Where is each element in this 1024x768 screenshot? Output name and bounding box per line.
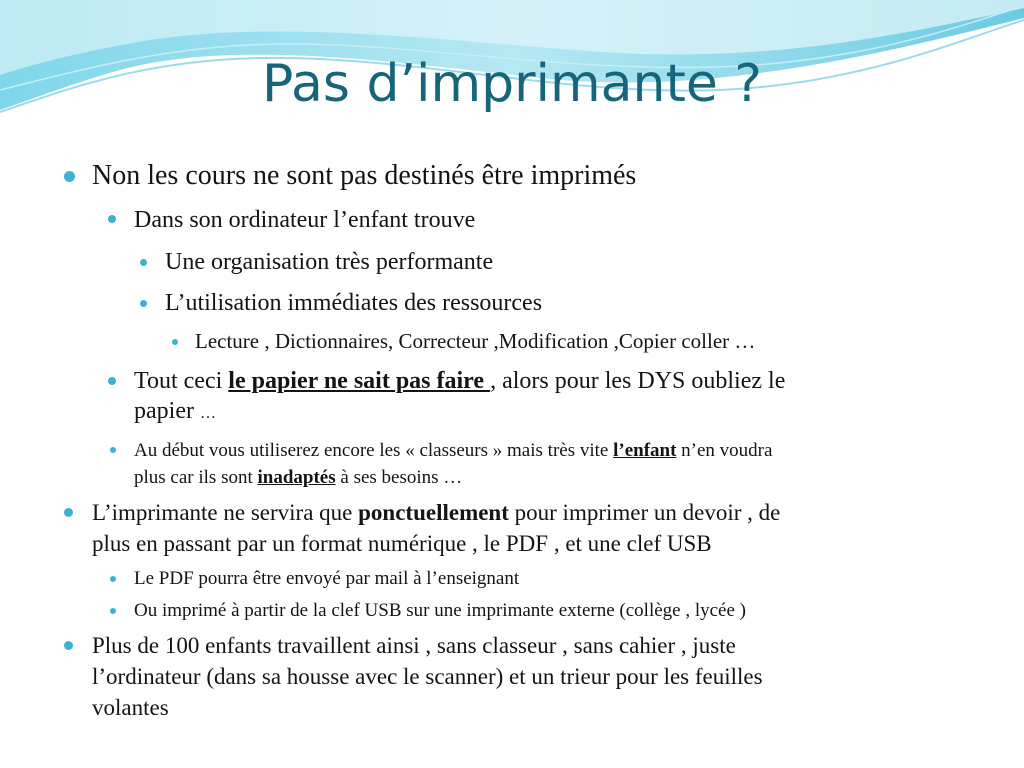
bullet-dot (64, 171, 75, 182)
item-line: Au début vous utiliserez encore les « classeurs » mais très vite l’enfant n’en voudra (134, 440, 773, 461)
slide-title: Pas d’imprimante ? (262, 54, 762, 114)
list-item (134, 205, 994, 235)
item-text: Lecture , Dictionnaires, Correcteur ,Modification ,Copier coller … (195, 329, 756, 353)
bullet-dot (110, 576, 116, 582)
item-text: Ou imprimé à partir de la clef USB sur une imprimante externe (collège , lycée ) (134, 600, 746, 621)
emphasized-text: le papier ne sait pas faire (228, 368, 491, 394)
list-item (134, 597, 1004, 624)
list-item (92, 630, 992, 723)
item-line: l’ordinateur (dans sa housse avec le scanner) et un trieur pour les feuilles (92, 664, 763, 689)
list-item (165, 288, 985, 318)
list-item (92, 497, 992, 559)
bullet-dot (110, 447, 116, 453)
item-text: Non les cours ne sont pas destinés être imprimés (92, 160, 637, 191)
item-line: Plus de 100 enfants travaillent ainsi , sans classeur , sans cahier , juste (92, 633, 736, 658)
item-text: Dans son ordinateur l’enfant trouve (134, 207, 476, 233)
bullet-dot (108, 215, 116, 223)
item-line: papier … (134, 398, 216, 424)
item-text: Une organisation très performante (165, 249, 494, 275)
bullet-dot (110, 608, 116, 614)
emphasized-text: l’enfant (613, 440, 677, 461)
bullet-dot (172, 339, 178, 345)
bullet-dot (64, 508, 73, 517)
item-line: Tout ceci le papier ne sait pas faire , alors pour les DYS oubliez le (134, 368, 786, 394)
item-line: L’imprimante ne servira que ponctuellement pour imprimer un devoir , de (92, 500, 781, 525)
list-item (92, 160, 972, 192)
bullet-dot (108, 377, 116, 385)
item-line: volantes (92, 695, 169, 720)
emphasized-text: inadaptés (257, 467, 336, 488)
bullet-dot (64, 641, 73, 650)
item-text: L’utilisation immédiates des ressources (165, 290, 543, 316)
list-item (195, 328, 995, 354)
item-text: Le PDF pourra être envoyé par mail à l’enseignant (134, 568, 520, 589)
bullet-dot (140, 259, 147, 266)
strong-text: ponctuellement (358, 500, 509, 525)
list-item (134, 366, 994, 429)
list-item (134, 437, 1004, 491)
item-line: plus car ils sont inadaptés à ses besoins … (134, 467, 463, 488)
list-item (165, 247, 985, 277)
item-line: plus en passant par un format numérique , le PDF , et une clef USB (92, 531, 712, 556)
bullet-dot (140, 300, 147, 307)
list-item (134, 565, 994, 592)
